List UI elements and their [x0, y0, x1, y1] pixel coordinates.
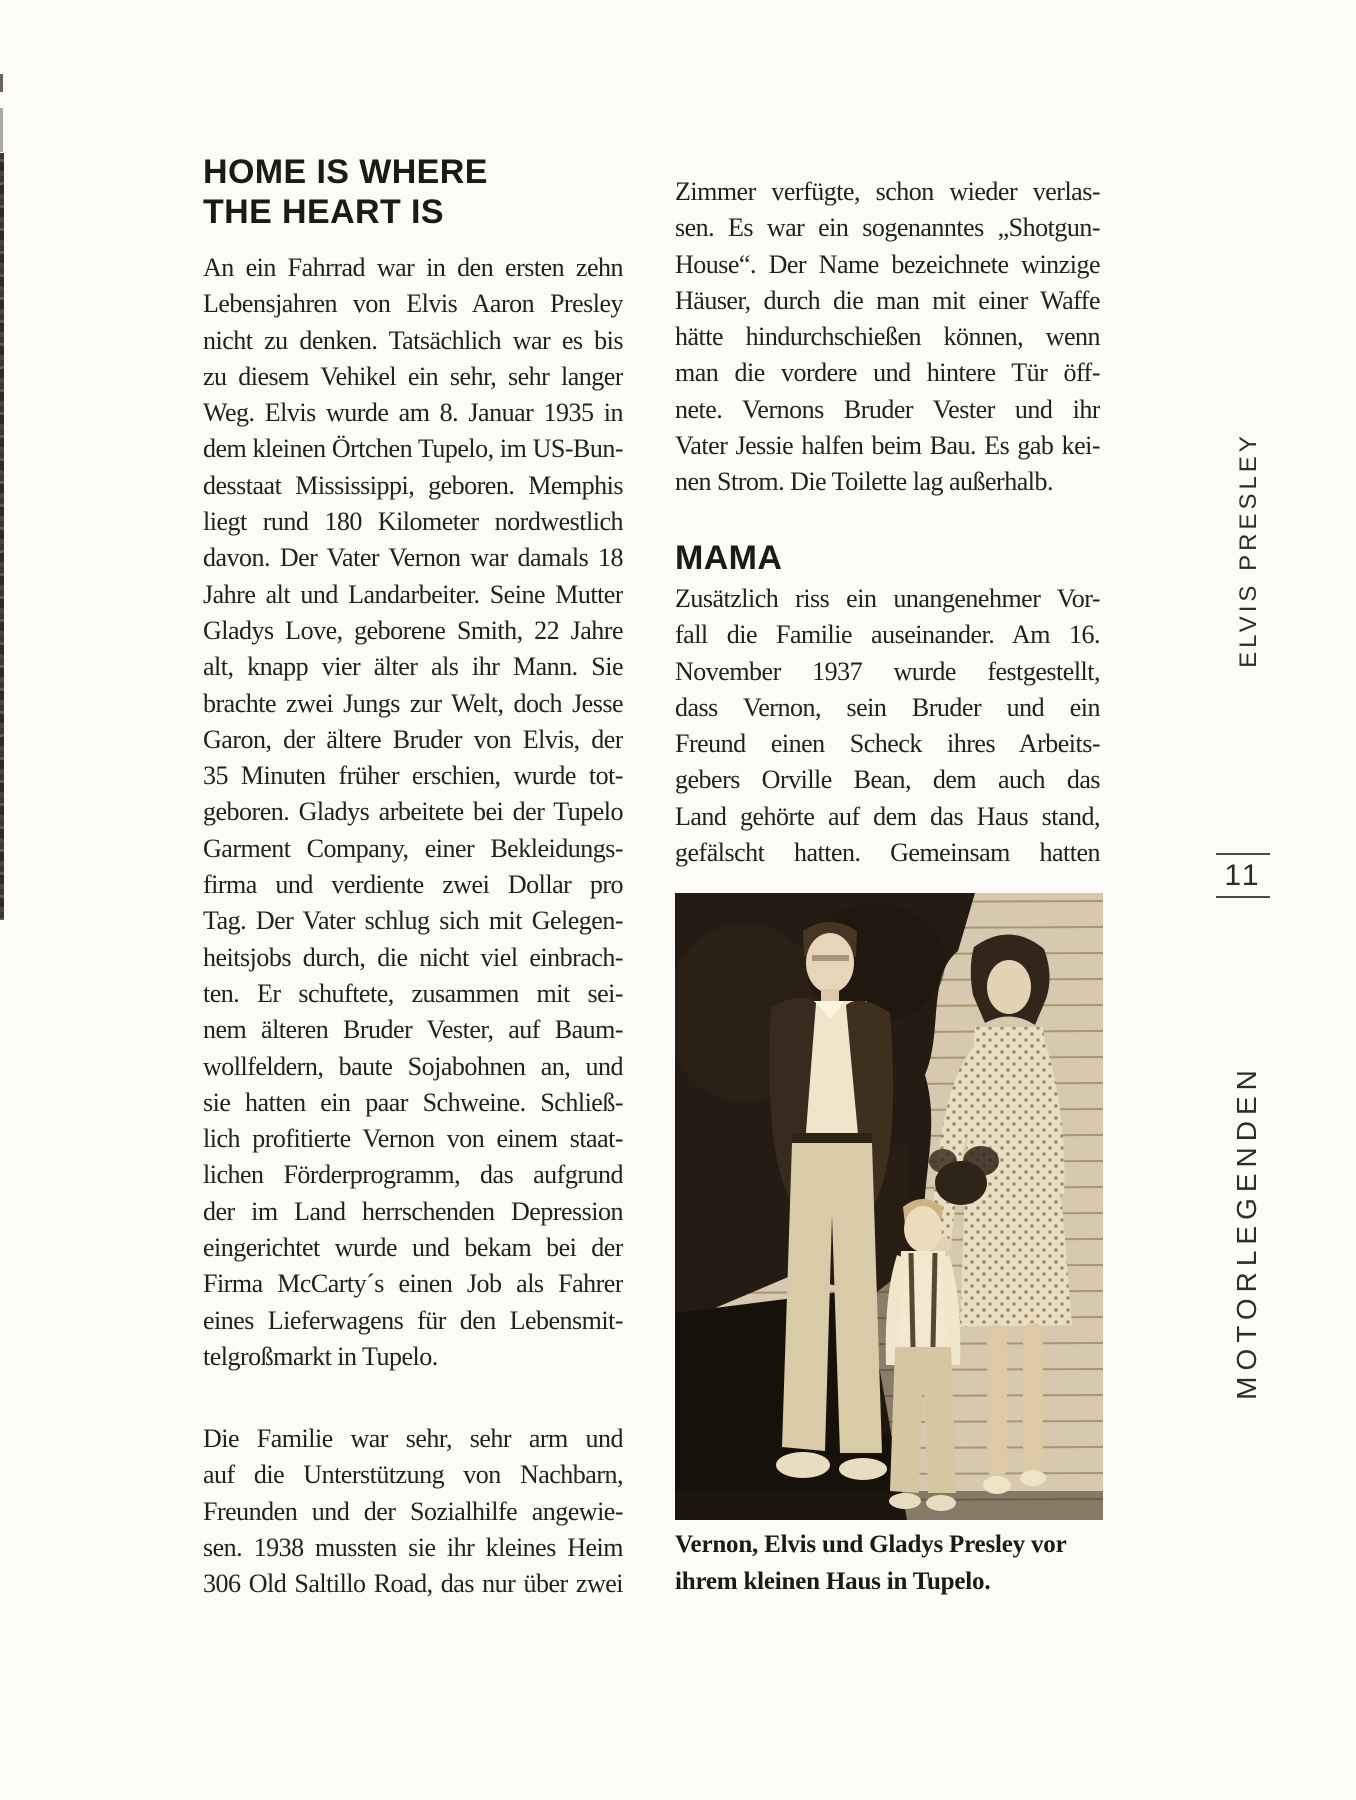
page-number-rule-bottom	[1216, 896, 1270, 898]
page-number-block	[1216, 853, 1270, 898]
binding-edge-artifact	[0, 153, 4, 920]
photo-caption: Vernon, Elvis und Gladys Presley vor ihrem kleinen Haus in Tupelo.	[675, 1531, 1067, 1595]
right-column-paragraph-2: Zusätzlich riss ein unangenehmer Vor- fall die Familie auseinander. Am 16. November 1937 wurde festgestellt, dass Vernon, sein Bruder und ein Freund einen Scheck ihres Arbeits- gebers Orville Bean, dem auch das Land gehörte auf dem das Haus stand, gefälscht hatten. Gemeinsam hatten	[675, 584, 1100, 868]
margin-label-elvis-presley: ELVIS PRESLEY	[1235, 432, 1262, 668]
binding-edge-mark	[0, 108, 3, 152]
margin-label-motorlegenden: MOTORLEGENDEN	[1231, 1064, 1262, 1400]
left-column-paragraph-2: Die Familie war sehr, sehr arm und auf die Unterstützung von Nachbarn, Freunden und der Sozialhilfe angewie- sen. 1938 mussten sie ihr kleines Heim 306 Old Saltillo Road, das nur über zwei	[203, 1424, 623, 1599]
section-heading-home-is-where-the-heart-is: HOME IS WHERE THE HEART IS	[203, 153, 488, 231]
left-column-paragraph-1: An ein Fahrrad war in den ersten zehn Lebensjahren von Elvis Aaron Presley nicht zu denken. Tatsächlich war es bis zu diesem Vehikel ein sehr, sehr langer Weg. Elvis wurde am 8. Januar 1935 in dem kleinen Örtchen Tupelo, im US-Bun- desstaat Mississippi, geboren. Memphis liegt rund 180 Kilometer nordwestlich davon. Der Vater Vernon war damals 18 Jahre alt und Landarbeiter. Seine Mutter Gladys Love, geborene Smith, 22 Jahre alt, knapp vier älter als ihr Mann. Sie brachte zwei Jungs zur Welt, doch Jesse Garon, der ältere Bruder von Elvis, der 35 Minuten früher erschien, wurde tot- geboren. Gladys arbeitete bei der Tupelo Garment Company, einer Bekleidungs- firma und verdiente zwei Dollar pro Tag. Der Vater schlug sich mit Gelegen- heitsjobs durch, die nicht viel einbrach- ten. Er schuftete, zusammen mit sei- nem älteren Bruder Vester, auf Baum- wollfeldern, baute Sojabohnen an, und sie hatten ein paar Schweine. Schließ- lich profitierte Vernon von einem staat- lichen Förderprogramm, das aufgrund der im Land herrschenden Depression eingerichtet wurde und bekam bei der Firma McCarty´s einen Job als Fahrer eines Lieferwagens für den Lebensmit- telgroßmarkt in Tupelo.	[203, 253, 623, 1371]
family-photo	[675, 893, 1103, 1520]
page-number: 11	[1224, 859, 1262, 892]
right-column-paragraph-1: Zimmer verfügte, schon wieder verlas- sen. Es war ein sogenanntes „Shotgun- House“. Der Name bezeichnete winzige Häuser, durch die man mit einer Waffe hätte hindurchschießen können, wenn man die vordere und hintere Tür öff- nete. Vernons Bruder Vester und ihr Vater Jessie halfen beim Bau. Es gab kei- nen Strom. Die Toilette lag außerhalb.	[675, 177, 1100, 497]
binding-edge-mark	[0, 74, 3, 92]
section-heading-mama: MAMA	[675, 539, 783, 577]
